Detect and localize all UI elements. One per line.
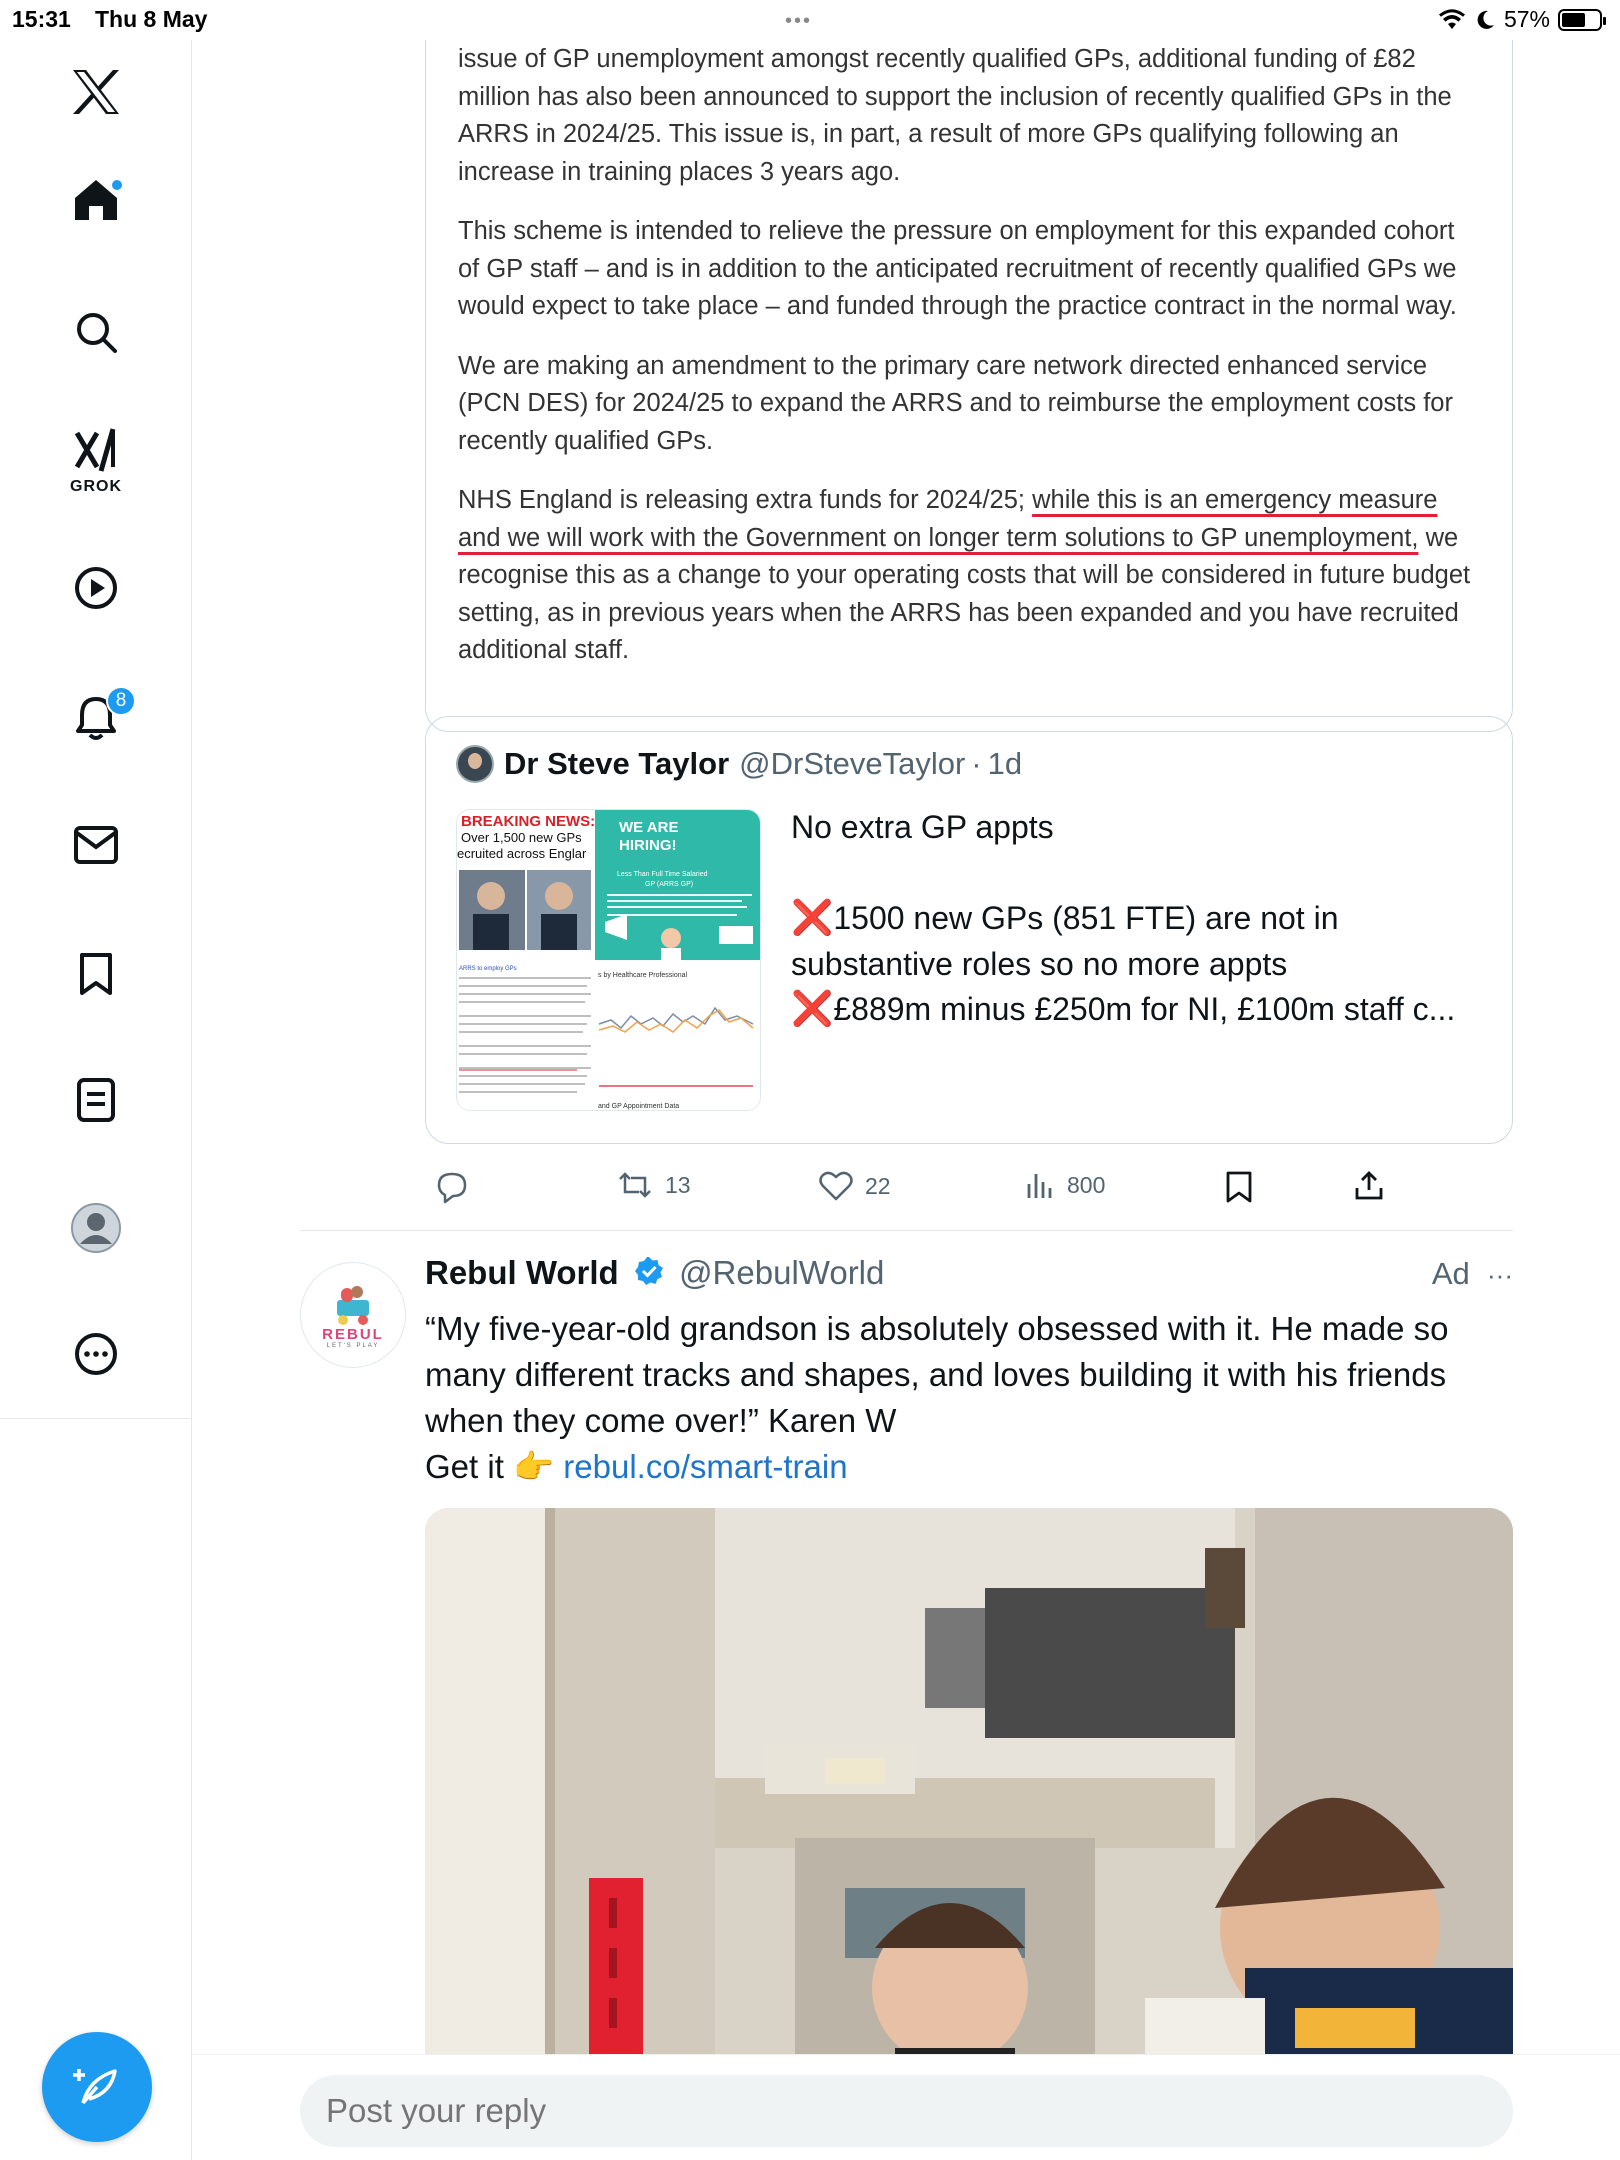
more-options-icon[interactable] (66, 1324, 126, 1384)
status-time: 15:31 (12, 6, 71, 32)
notifications-bell-icon[interactable] (66, 688, 126, 748)
home-icon[interactable] (66, 170, 126, 230)
ad-post-text (425, 1306, 1505, 1490)
thumb-doc-heading: ARRS to employ GPs (459, 966, 517, 972)
battery-percent: 57% (1503, 6, 1550, 32)
quoted-post-age: 1d (987, 746, 1023, 781)
quoted-author-name: Dr Steve Taylor (504, 746, 730, 781)
doc-text-underlined: while this is an emergency measure and we will work with the Government on longer term solutions to GP unemployment, (458, 486, 1438, 552)
views-chart-icon (1025, 1170, 1055, 1200)
doc-paragraph: issue of GP unemployment amongst recently qualified GPs, additional funding of £82 million has also been announced to support the inclusion of recently qualified GPs in the ARRS in 2024/25. This issue is, in part, a result of more GPs qualifying following an increase in training places 3 years ago. (458, 45, 1452, 186)
moon-icon (1474, 9, 1496, 31)
quoted-post-thumbnail[interactable] (456, 809, 761, 1111)
ad-author-name[interactable]: Rebul World (425, 1254, 619, 1291)
quoted-post-text (791, 805, 1491, 1033)
reply-input[interactable] (300, 2075, 1513, 2147)
search-icon[interactable] (66, 302, 126, 362)
thumb-hiring-2: HIRING! (619, 837, 677, 854)
ad-label-text: Ad (1431, 1256, 1470, 1291)
repost-count: 13 (665, 1171, 691, 1198)
quoted-post-card[interactable] (425, 716, 1513, 1144)
views-count: 800 (1067, 1171, 1106, 1198)
avatar-tagline: LET'S PLAY (326, 1342, 380, 1349)
thumb-headline-1: Over 1,500 new GPs (461, 830, 582, 845)
red-cross-icon: ❌ (791, 899, 834, 937)
ad-text-line: “My five-year-old grandson is absolutely obsessed with it. He made so (425, 1310, 1449, 1347)
ad-cta-prefix: Get it (425, 1448, 504, 1485)
ad-text-line: many different tracks and shapes, and loves building it with his friends (425, 1356, 1447, 1393)
ad-video-frame (425, 1508, 1513, 2068)
verified-badge-icon (634, 1256, 664, 1294)
thumb-headline-2: ecruited across Englar (457, 846, 587, 861)
separator-dot: · (971, 746, 982, 781)
repost-button[interactable] (617, 1170, 691, 1200)
ad-text-line: when they come over!” Karen W (425, 1402, 897, 1439)
like-count: 22 (865, 1172, 891, 1199)
share-button[interactable] (1353, 1170, 1385, 1202)
profile-avatar-icon[interactable] (66, 1198, 126, 1258)
quoted-line-blank (791, 851, 1491, 897)
status-bar (0, 0, 1620, 40)
status-date: Thu 8 May (95, 6, 208, 32)
bookmark-icon[interactable] (66, 944, 126, 1004)
notifications-badge: 8 (106, 686, 136, 716)
wifi-icon (1438, 9, 1466, 31)
reply-button[interactable] (435, 1170, 469, 1204)
doc-text-after: we recognise this as a change to your operating costs that will be considered in future budget setting, as in previous years when the ARRS has been expanded and you have recruited additional staff. (458, 523, 1471, 664)
compose-feather-icon (71, 2061, 123, 2113)
thumb-hiring-1: WE ARE (619, 819, 679, 836)
lists-document-icon[interactable] (66, 1070, 126, 1130)
video-play-icon[interactable] (66, 558, 126, 618)
thumb-role-1: Less Than Full Time Salaried (617, 871, 708, 878)
multitasking-dots-icon[interactable]: ••• (785, 10, 813, 32)
pointing-hand-icon: 👉 (513, 1448, 555, 1485)
repost-icon (617, 1170, 653, 1200)
ad-post-header (425, 1254, 1513, 1294)
ad-link[interactable]: rebul.co/smart-train (563, 1448, 848, 1485)
ad-video[interactable] (425, 1508, 1513, 2068)
red-cross-icon: ❌ (791, 990, 834, 1028)
avatar (456, 745, 494, 783)
document-text (458, 41, 1478, 692)
heart-icon (819, 1170, 853, 1202)
compose-button[interactable] (42, 2032, 152, 2142)
status-right (1438, 6, 1602, 33)
battery-icon (1558, 9, 1602, 31)
doc-text-before: NHS England is releasing extra funds for 2024/25; (458, 486, 1033, 514)
ad-label (1432, 1256, 1513, 1292)
thumbnail-collage (457, 810, 761, 1111)
sidebar (0, 40, 192, 2160)
ad-cta-line (425, 1444, 1505, 1490)
quoted-author-handle: @DrSteveTaylor (739, 746, 966, 781)
thumb-breaking: BREAKING NEWS: (461, 813, 596, 830)
quoted-post-header (456, 745, 1022, 783)
reply-bar (192, 2054, 1620, 2160)
thumb-role-2: GP (ARRS GP) (645, 881, 694, 888)
ad-author-handle[interactable]: @RebulWorld (679, 1254, 885, 1291)
doc-paragraph: We are making an amendment to the primary care network directed enhanced service (PCN DES) for 2024/25 to expand the ARRS and to reimburse the employment costs for recently qualified GPs. (458, 351, 1453, 455)
avatar-brand: REBUL (322, 1325, 384, 1343)
reply-icon (435, 1170, 469, 1204)
grok-icon[interactable] (66, 420, 126, 480)
messages-envelope-icon[interactable] (66, 815, 126, 875)
quoted-line-item (791, 987, 1491, 1033)
doc-paragraph-highlighted (458, 482, 1478, 670)
doc-paragraph: This scheme is intended to relieve the pressure on employment for this expanded cohort of GP staff – and is in addition to the anticipated recruitment of recently qualified GPs we would expect to take place – and funded through the practice contract in the normal way. (458, 217, 1457, 320)
thumb-chart-caption: s by Healthcare Professional (598, 972, 688, 979)
home-unread-dot (110, 178, 124, 192)
bookmark-post-button[interactable] (1225, 1170, 1253, 1204)
views-button[interactable] (1025, 1170, 1105, 1200)
document-image-card[interactable] (425, 40, 1513, 732)
sidebar-divider (0, 1418, 192, 1419)
share-icon (1353, 1170, 1385, 1202)
x-logo-icon[interactable] (66, 62, 126, 122)
quoted-line-item (791, 896, 1491, 942)
bookmark-icon (1225, 1170, 1253, 1204)
quoted-line: £889m minus £250m for NI, £100m staff c... (833, 991, 1456, 1027)
avatar[interactable] (300, 1262, 406, 1368)
post-action-bar (425, 1158, 1513, 1218)
post-divider (300, 1230, 1513, 1231)
quoted-line: substantive roles so no more appts (791, 945, 1288, 982)
quoted-line: 1500 new GPs (851 FTE) are not in (833, 900, 1339, 936)
rebul-logo-icon (323, 1282, 383, 1326)
grok-label: GROK (70, 478, 122, 495)
quoted-line: No extra GP appts (791, 809, 1054, 845)
main-timeline (192, 40, 1620, 2160)
more-options-button[interactable]: ··· (1487, 1260, 1513, 1290)
like-button[interactable] (819, 1170, 891, 1202)
thumb-footer: and GP Appointment Data (598, 1103, 680, 1110)
